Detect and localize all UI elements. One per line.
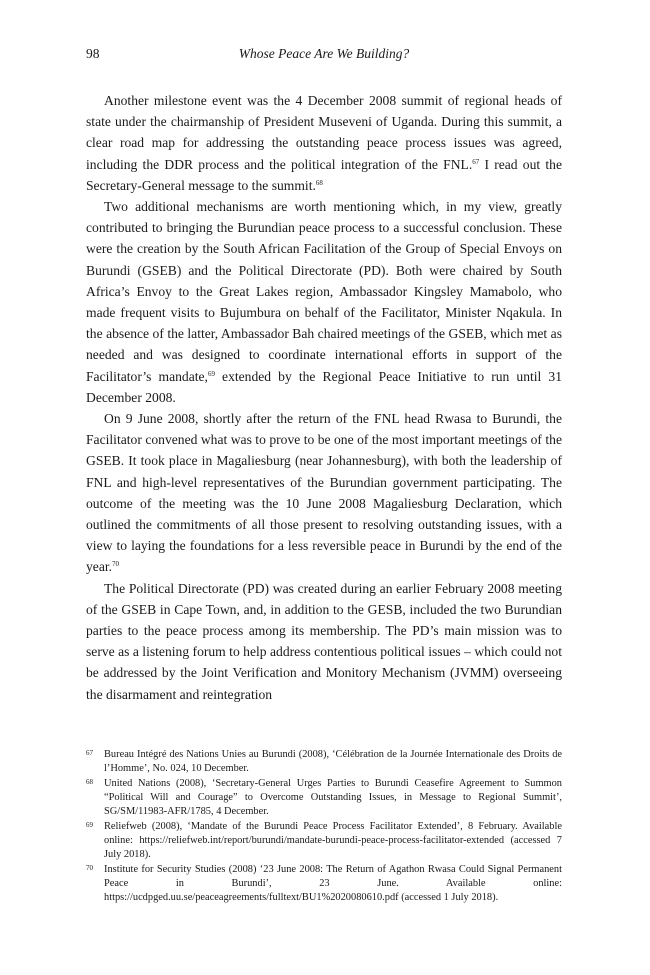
footnote-number: 69 <box>86 821 93 829</box>
footnote-text: Bureau Intégré des Nations Unies au Burundi (2008), ‘Célébration de la Journée Internationale des Droits de l’Homme’, No. 024, 10 December. <box>104 749 562 774</box>
running-title: Whose Peace Are We Building? <box>238 46 410 61</box>
page-number: 98 <box>86 46 100 61</box>
footnote <box>86 777 562 819</box>
footnote-number: 67 <box>86 749 93 757</box>
footnote-reference: 70 <box>112 560 120 569</box>
footnote-number: 70 <box>86 864 93 872</box>
paragraph-text: extended by the Regional Peace Initiative to run until 31 December 2008. <box>86 368 562 405</box>
paragraph <box>86 408 562 578</box>
paragraph <box>86 578 562 705</box>
paragraph-text: Another milestone event was the 4 December 2008 summit of regional heads of state under the chairmanship of President Museveni of Uganda. During this summit, a clear road map for addressing the outstanding peace process issues was agreed, including the DDR process and the political integration of the FNL. <box>86 93 562 172</box>
paragraph-text: Two additional mechanisms are worth mentioning which, in my view, greatly contributed to bringing the Burundian peace process to a successful conclusion. These were the creation by the South African Facilitation of the Group of Special Envoys on Burundi (GSEB) and the Political Directorate (PD). Both were chaired by South Africa’s Envoy to the Great Lakes region, Ambassador Kingsley Mamabolo, who made frequent visits to Bujumbura on behalf of the Facilitator, Minister Nqakula. In the absence of the latter, Ambassador Bah chaired meetings of the GSEB, which met as needed and was designed to coordinate international efforts in support of the Facilitator’s mandate, <box>86 199 562 384</box>
footnote-reference: 69 <box>207 369 215 378</box>
paragraph <box>86 196 562 408</box>
footnote-reference: 68 <box>315 178 323 187</box>
footnotes <box>86 748 562 906</box>
footnote-text: Institute for Security Studies (2008) ‘23 June 2008: The Return of Agathon Rwasa Could Signal Permanent Peace in Burundi’, 23 June. Available online: https://ucdpged.uu.se/peaceagreements/fulltext/BU1%2020080610.pdf (accessed 1 July 2018). <box>104 864 562 903</box>
footnote <box>86 863 562 905</box>
paragraph-text: I read out the Secretary-General message to the summit. <box>86 156 562 193</box>
paragraph-text: On 9 June 2008, shortly after the return of the FNL head Rwasa to Burundi, the Facilitator convened what was to prove to be one of the most important meetings of the GSEB. It took place in Magaliesburg (near Johannesburg), with both the leadership of FNL and high-level representatives of the Burundian government participating. The outcome of the meeting was the 10 June 2008 Magaliesburg Declaration, which outlined the commitments of all those present to resolving outstanding issues, with a view to laying the foundations for a less reversible peace in Burundi by the end of the year. <box>86 411 562 575</box>
running-header <box>86 46 562 66</box>
footnote-text: United Nations (2008), ‘Secretary-General Urges Parties to Burundi Ceasefire Agreement to Summon “Political Will and Courage” to Overcome Outstanding Issues, in Message to Regional Summit’, SG/SM/11983-AFR/1785, 4 December. <box>104 778 562 817</box>
footnote-reference: 67 <box>472 157 480 166</box>
footnote <box>86 820 562 862</box>
footnote-number: 68 <box>86 778 93 786</box>
footnote-text: Reliefweb (2008), ‘Mandate of the Burundi Peace Process Facilitator Extended’, 8 February. Available online: https://reliefweb.int/report/burundi/mandate-burundi-peace-process-facilitator-extended (accessed 7 July 2018). <box>104 821 562 860</box>
paragraph-text: The Political Directorate (PD) was created during an earlier February 2008 meeting of the GSEB in Cape Town, and, in addition to the GESB, included the two Burundian parties to the peace process among its membership. The PD’s main mission was to serve as a listening forum to help address contentious political issues – which could not be addressed by the Joint Verification and Monitory Mechanism (JVMM) overseeing the disarmament and reintegration <box>86 580 562 702</box>
paragraph <box>86 90 562 196</box>
body-text <box>86 90 562 705</box>
footnote <box>86 748 562 776</box>
